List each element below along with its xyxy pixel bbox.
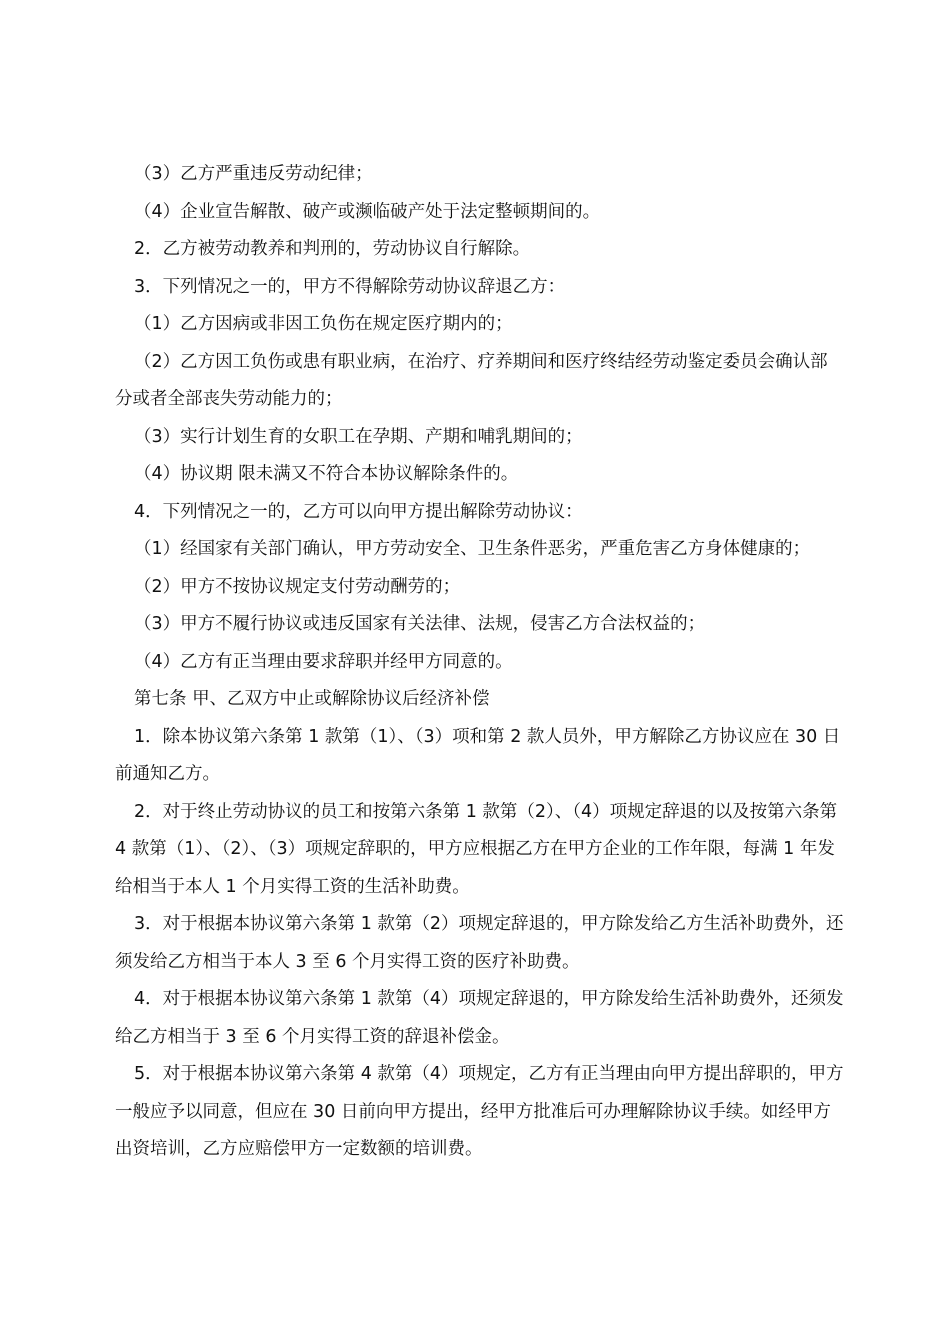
clause-paragraph: （1）经国家有关部门确认，甲方劳动安全、卫生条件恶劣，严重危害乙方身体健康的；: [134, 539, 811, 559]
clause-paragraph: 5．对于根据本协议第六条第 4 款第（4）项规定，乙方有正当理由向甲方提出辞职的，甲方一般应予以同意，但应在 30 日前向甲方提出，经甲方批准后可办理解除协议手续。如经甲方出资培训，乙方应赔偿甲方一定数额的培训费。: [115, 1064, 844, 1159]
clause-paragraph: （3）甲方不履行协议或违反国家有关法律、法规，侵害乙方合法权益的；: [134, 614, 706, 634]
clause-paragraph: （3）实行计划生育的女职工在孕期、产期和哺乳期间的；: [134, 426, 583, 447]
clause-paragraph: 2．乙方被劳动教养和判刑的，劳动协议自行解除。: [134, 239, 531, 259]
clause-paragraph: 2．对于终止劳动协议的员工和按第六条第 1 款第（2）、（4）项规定辞退的以及按第六条第 4 款第（1）、（2）、（3）项规定辞职的，甲方应根据乙方在甲方企业的工作年限，每满 1 年发给相当于本人 1 个月实得工资的生活补助费。: [115, 801, 838, 897]
clause-paragraph: （3）乙方严重违反劳动纪律；: [134, 164, 373, 184]
clause-paragraph: 4．对于根据本协议第六条第 1 款第（4）项规定辞退的，甲方除发给生活补助费外，还须发给乙方相当于 3 至 6 个月实得工资的辞退补偿金。: [115, 989, 844, 1047]
article-heading: 第七条 甲、乙双方中止或解除协议后经济补偿: [134, 689, 490, 709]
clause-paragraph: （4）乙方有正当理由要求辞职并经甲方同意的。: [134, 651, 513, 672]
clause-paragraph: （1）乙方因病或非因工负伤在规定医疗期内的；: [134, 314, 513, 334]
document-body: [115, 156, 845, 1169]
clause-paragraph: （4）企业宣告解散、破产或濒临破产处于法定整顿期间的。: [134, 201, 601, 222]
clause-paragraph: 4．下列情况之一的，乙方可以向甲方提出解除劳动协议：: [134, 501, 583, 522]
clause-paragraph: 3．下列情况之一的，甲方不得解除劳动协议辞退乙方：: [134, 276, 566, 297]
clause-paragraph: （4）协议期 限未满又不符合本协议解除条件的。: [134, 464, 519, 484]
clause-paragraph: 1．除本协议第六条第 1 款第（1）、（3）项和第 2 款人员外，甲方解除乙方协议应在 30 日前通知乙方。: [115, 726, 841, 784]
clause-paragraph: 3．对于根据本协议第六条第 1 款第（2）项规定辞退的，甲方除发给乙方生活补助费外，还须发给乙方相当于本人 3 至 6 个月实得工资的医疗补助费。: [115, 914, 844, 972]
clause-paragraph: （2）乙方因工负伤或患有职业病，在治疗、疗养期间和医疗终结经劳动鉴定委员会确认部分或者全部丧失劳动能力的；: [115, 351, 828, 409]
clause-paragraph: （2）甲方不按协议规定支付劳动酬劳的；: [134, 576, 461, 597]
